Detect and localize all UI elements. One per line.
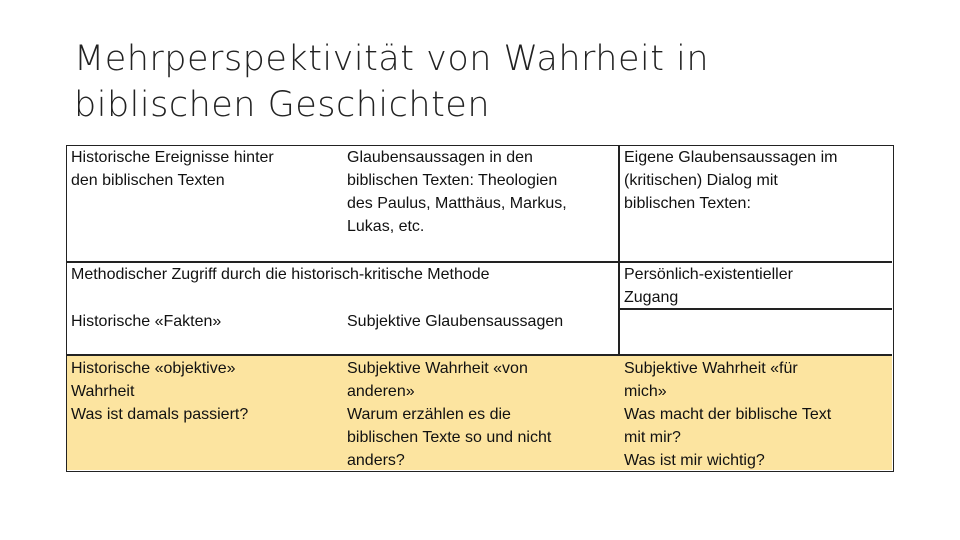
cell-historical-events: Historische Ereignisse hinter den biblischen Texten [71, 149, 274, 189]
cell-subjective-truth-others: Subjektive Wahrheit «von anderen» Warum erzählen es die biblischen Texte so und nicht anders? [347, 360, 552, 469]
cell-subjective-faith: Subjektive Glaubensaussagen [347, 313, 564, 330]
title-line-1: Mehrperspektivität von Wahrheit in [74, 39, 710, 79]
cell-objective-truth: Historische «objektive» Wahrheit Was ist damals passiert? [71, 360, 249, 423]
cell-personal-access: Persönlich-existentieller Zugang [624, 266, 793, 306]
cell-faith-statements: Glaubensaussagen in den biblischen Texten: Theologien des Paulus, Matthäus, Markus, Lukas, etc. [347, 149, 567, 235]
cell-subjective-truth-me: Subjektive Wahrheit «für mich» Was macht der biblische Text mit mir? Was ist mir wichtig? [624, 360, 832, 469]
cell-method: Methodischer Zugriff durch die historisch-kritische Methode [71, 266, 490, 283]
column-divider [618, 146, 620, 354]
perspectives-table [66, 145, 894, 472]
title-line-2: biblischen Geschichten [74, 85, 491, 125]
slide-title [74, 36, 894, 128]
row-divider [67, 354, 892, 356]
cell-historical-facts: Historische «Fakten» [71, 313, 222, 330]
cell-own-faith-statements: Eigene Glaubensaussagen im (kritischen) Dialog mit biblischen Texten: [624, 149, 838, 212]
